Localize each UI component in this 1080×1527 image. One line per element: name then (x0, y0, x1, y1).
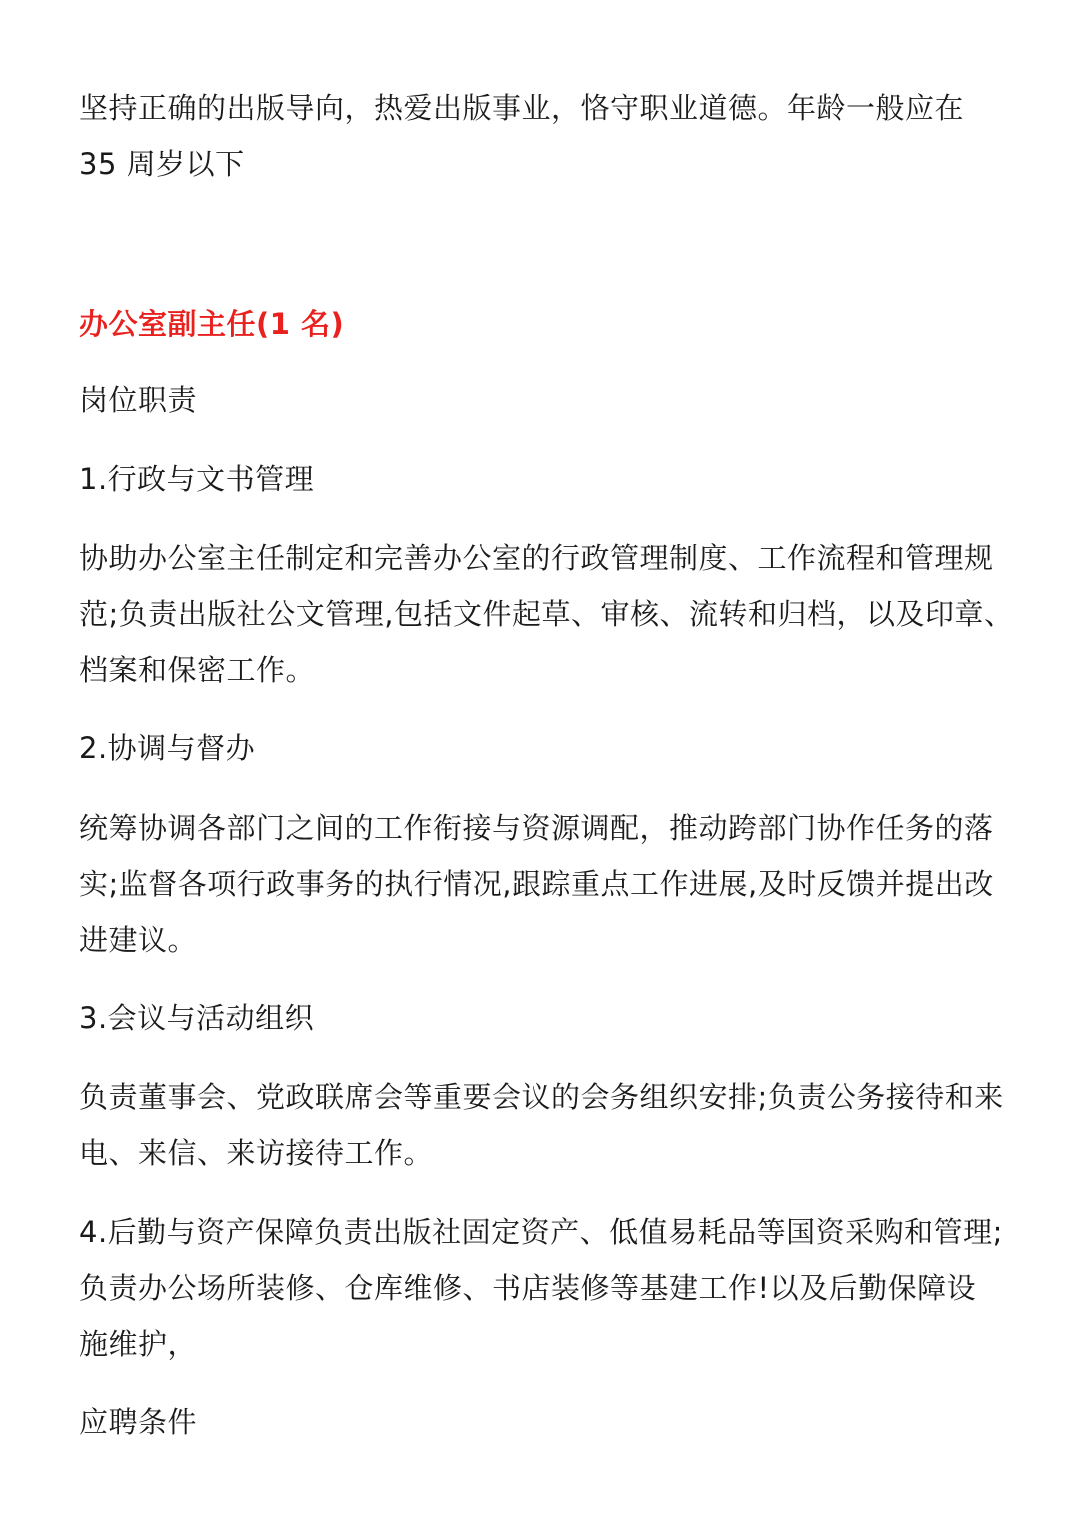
intro-line: 35 周岁以下 (79, 147, 245, 181)
section-heading: 2.协调与督办 (79, 731, 256, 765)
section-body-line: 协助办公室主任制定和完善办公室的行政管理制度、工作流程和管理规 (79, 541, 994, 575)
requirements-heading: 应聘条件 (79, 1405, 198, 1439)
position-title: 办公室副主任(1 名) (79, 307, 345, 341)
section-body-line: 4.后勤与资产保障负责出版社固定资产、低值易耗品等国资采购和管理; (79, 1215, 1003, 1249)
duties-heading: 岗位职责 (79, 383, 198, 417)
section-body-line: 范;负责出版社公文管理,包括文件起草、审核、流转和归档，以及印章、 (79, 597, 1014, 631)
section-body-line: 电、来信、来访接待工作。 (79, 1136, 434, 1170)
section-body-line: 负责办公场所装修、仓库维修、书店装修等基建工作!以及后勤保障设 (79, 1271, 977, 1305)
section-body-line: 统筹协调各部门之间的工作衔接与资源调配，推动跨部门协作任务的落 (79, 811, 994, 845)
section-body (79, 1204, 1009, 1372)
intro-paragraph (79, 80, 1009, 192)
section-heading: 3.会议与活动组织 (79, 1001, 315, 1035)
section-body-line: 实;监督各项行政事务的执行情况,跟踪重点工作进展,及时反馈并提出改 (79, 867, 994, 901)
section-body (79, 800, 1009, 968)
section-body-line: 档案和保密工作。 (79, 653, 316, 687)
section-body-line: 施维护， (79, 1327, 198, 1361)
section-body (79, 530, 1014, 698)
section-heading: 1.行政与文书管理 (79, 462, 315, 496)
section-body-line: 负责董事会、党政联席会等重要会议的会务组织安排;负责公务接待和来 (79, 1080, 1004, 1114)
section-body-line: 进建议。 (79, 923, 198, 957)
intro-line: 坚持正确的出版导向，热爱出版事业，恪守职业道德。年龄一般应在 (79, 91, 965, 125)
section-body (79, 1069, 1009, 1181)
